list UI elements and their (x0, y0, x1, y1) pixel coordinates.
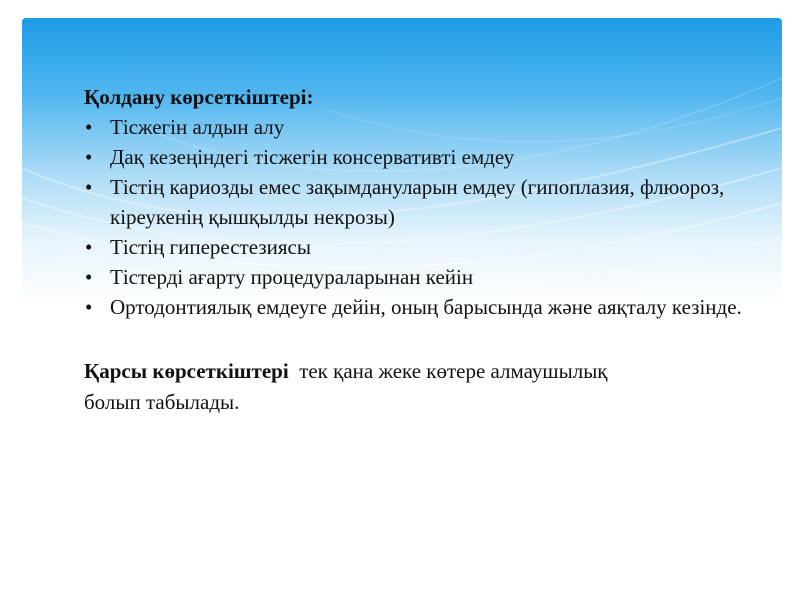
list-item (84, 262, 764, 292)
list-item (84, 112, 764, 142)
list-item (84, 232, 764, 262)
bullet-icon: • (85, 115, 93, 139)
indications-heading: Қолдану көрсеткіштері: (84, 85, 314, 109)
contraindications-text: тек қана жеке көтере алмаушылық болып табылады. (84, 359, 608, 414)
bullet-icon: • (85, 295, 93, 319)
list-item-text: Дақ кезеңіндегі тісжегін консервативті емдеу (110, 145, 515, 169)
contraindications-paragraph (84, 356, 644, 418)
bullet-icon: • (85, 235, 93, 259)
list-item (84, 172, 764, 232)
list-item-text: Тісжегін алдын алу (110, 115, 285, 139)
bullet-icon: • (85, 145, 93, 169)
list-item-text: Тістерді ағарту процедураларынан кейін (110, 265, 474, 289)
bullet-icon: • (85, 265, 93, 289)
list-item (84, 142, 764, 172)
list-item (84, 292, 764, 322)
list-item-text: Ортодонтиялық емдеуге дейін, оның барысында және аяқталу кезінде. (110, 295, 742, 319)
indications-list (84, 112, 764, 322)
list-item-text: Тістің кариозды емес зақымдануларын емдеу (гипоплазия, флюороз, кіреукенің қышқылды некрозы) (110, 175, 725, 229)
bullet-icon: • (85, 175, 93, 199)
slide-content (84, 83, 764, 418)
contraindications-heading: Қарсы көрсеткіштері (84, 359, 289, 383)
list-item-text: Тістің гиперестезиясы (110, 235, 311, 259)
